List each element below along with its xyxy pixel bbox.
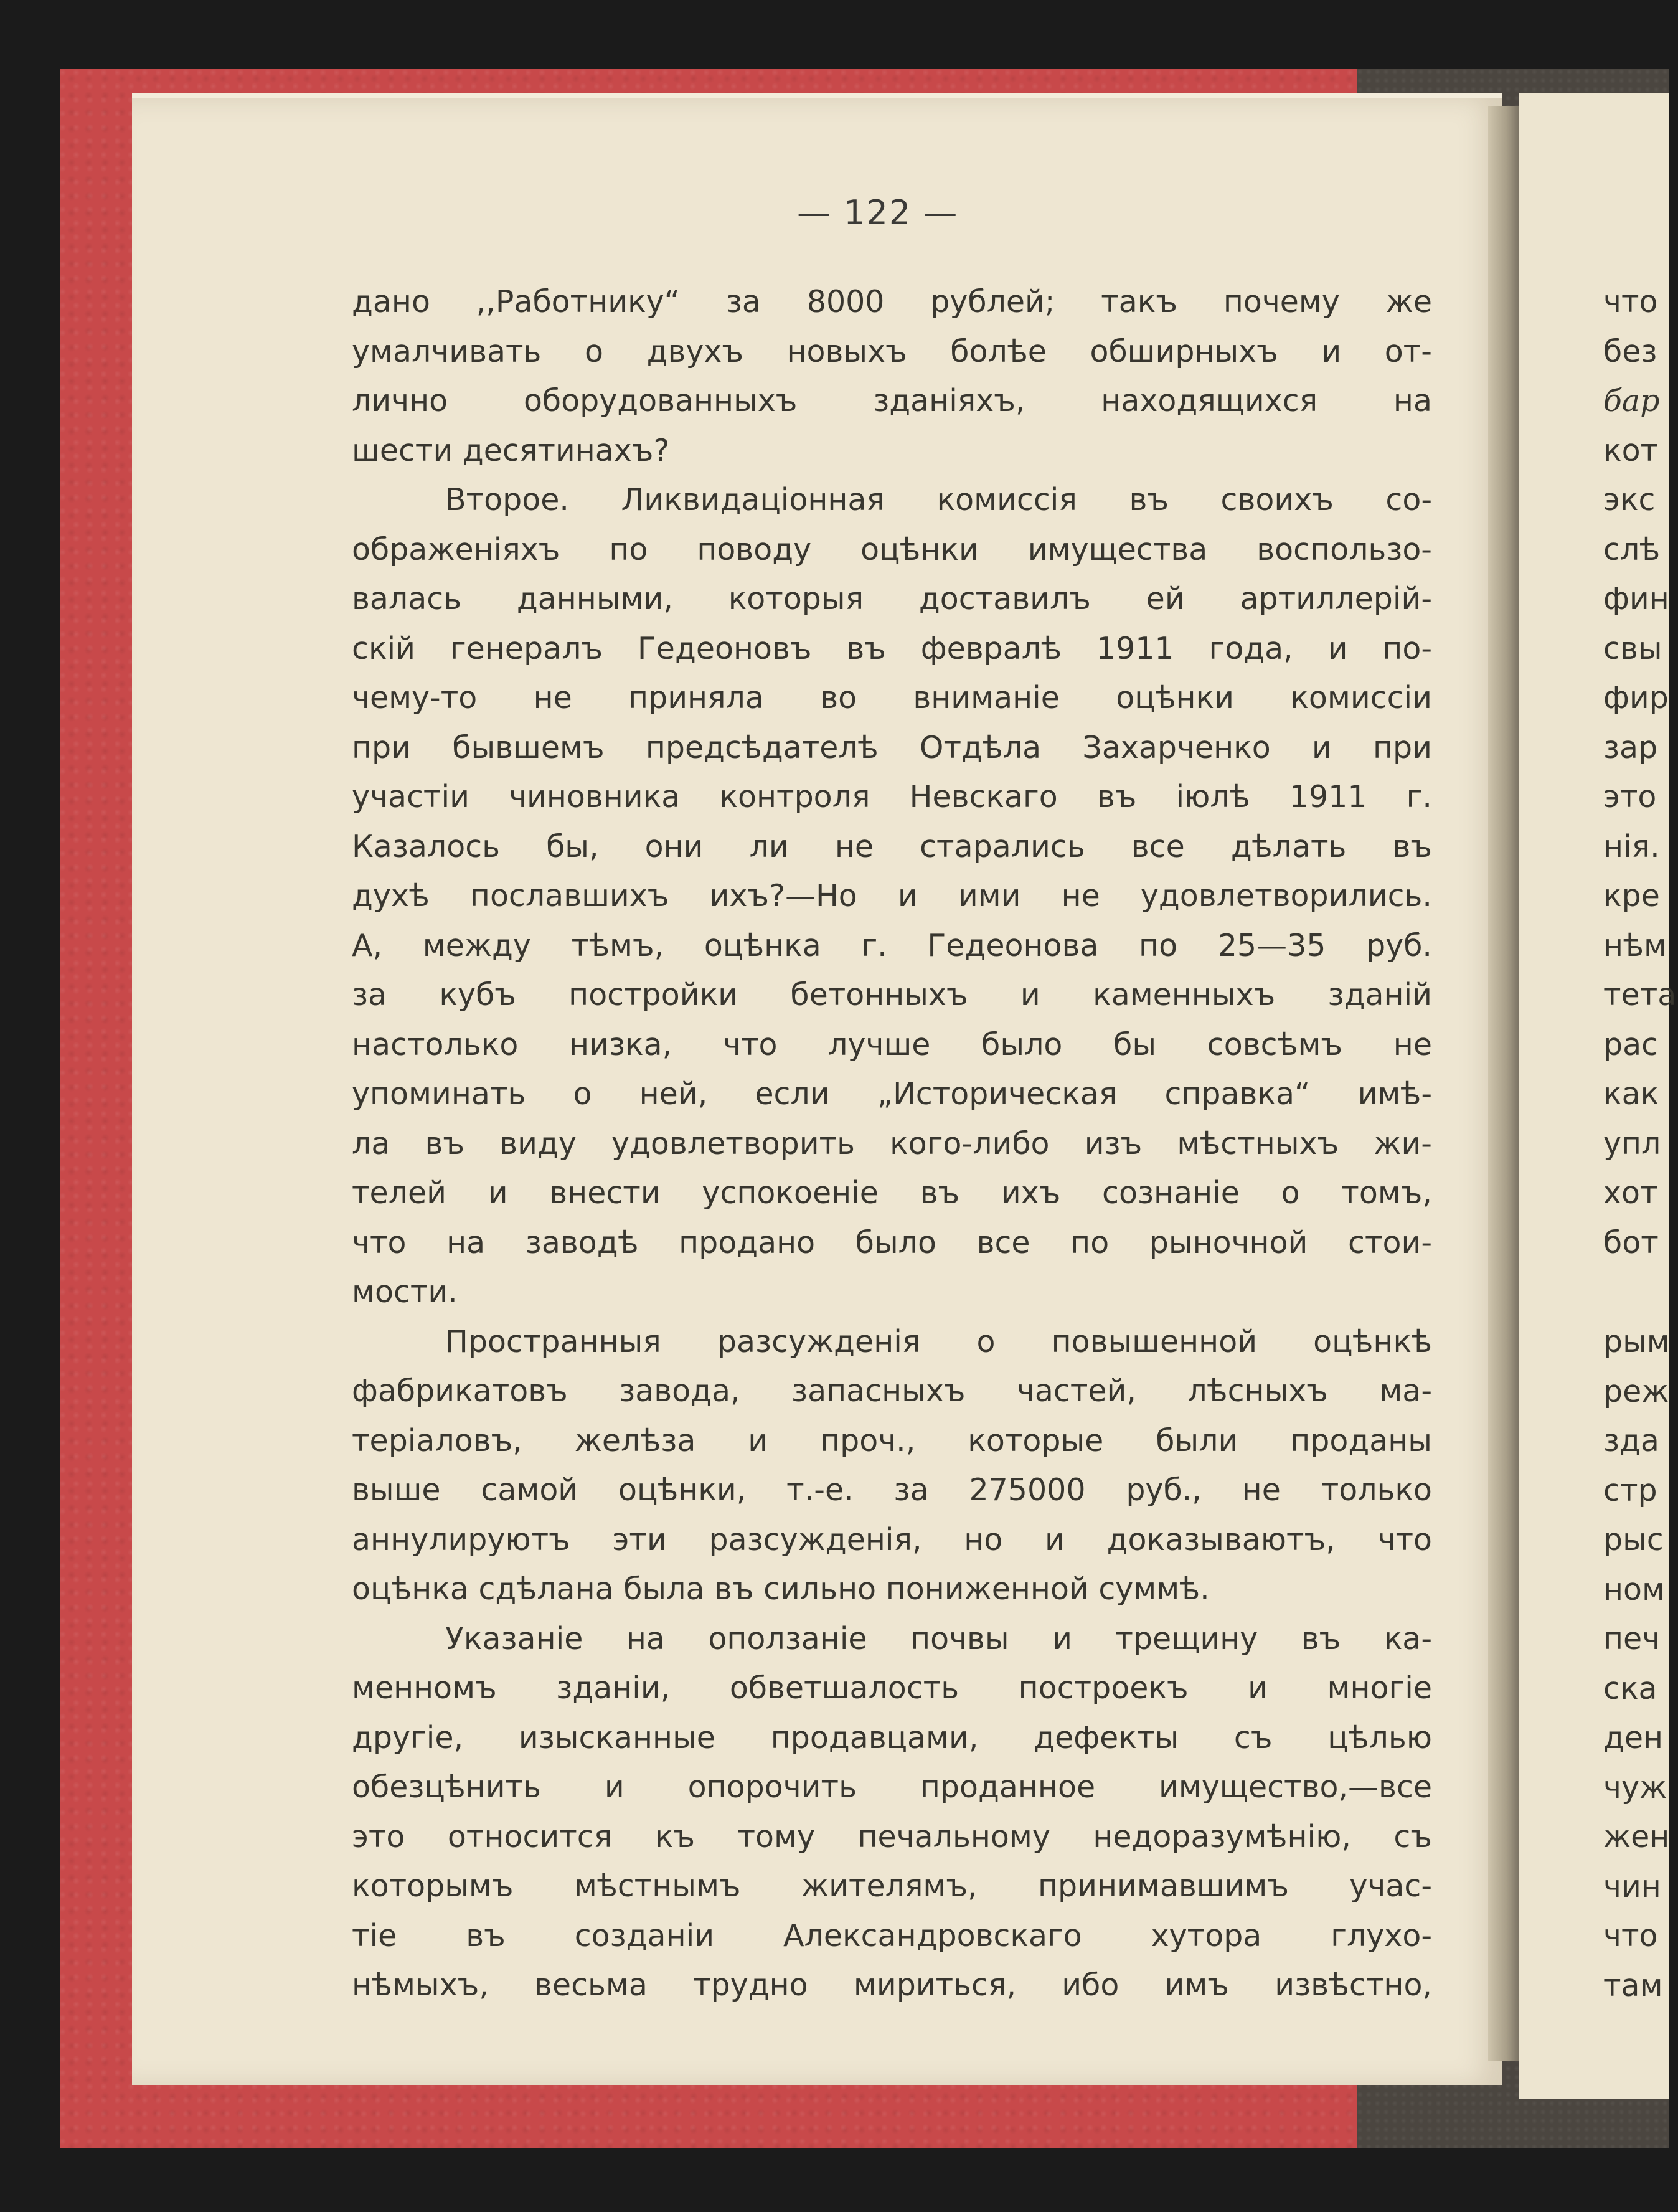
facing-page-text <box>1603 277 1678 2010</box>
text-line: при бывшемъ предсѣдателѣ Отдѣла Захарченко и при <box>352 729 1432 765</box>
text-line: телей и внести успокоеніе въ ихъ сознаніе о томъ, <box>352 1175 1432 1211</box>
text-line: другіе, изысканные продавцами, дефекты съ цѣлью <box>352 1719 1432 1756</box>
text-line: духѣ пославшихъ ихъ?—Но и ими не удовлетворились. <box>352 878 1432 914</box>
facing-line: без <box>1603 333 1657 369</box>
text-line: участіи чиновника контроля Невскаго въ іюлѣ 1911 г. <box>352 779 1432 815</box>
text-line: которымъ мѣстнымъ жителямъ, принимавшимъ учас- <box>352 1868 1432 1904</box>
text-line: Казалось бы, они ли не старались все дѣлать въ <box>352 828 1432 864</box>
facing-line: чуж <box>1603 1769 1667 1805</box>
text-line: умалчивать о двухъ новыхъ болѣе обширныхъ и от- <box>352 333 1432 369</box>
facing-line: рас <box>1603 1026 1659 1062</box>
facing-line: рым <box>1603 1324 1670 1359</box>
facing-line: ден <box>1603 1720 1664 1756</box>
text-line: лично оборудованныхъ зданіяхъ, находящихся на <box>352 383 1432 418</box>
text-line: чему-то не приняла во вниманіе оцѣнки комиссіи <box>352 680 1432 716</box>
facing-line: слѣ <box>1603 531 1661 567</box>
text-line: за кубъ постройки бетонныхъ и каменныхъ зданій <box>352 977 1432 1013</box>
facing-line: кот <box>1603 432 1659 468</box>
text-line: ображеніяхъ по поводу оцѣнки имущества воспользо- <box>352 531 1432 567</box>
text-line: что на заводѣ продано было все по рыночной стои- <box>352 1224 1432 1260</box>
facing-line: печ <box>1603 1621 1661 1657</box>
facing-line: нѣм <box>1603 927 1667 963</box>
text-line: скій генералъ Гедеоновъ въ февралѣ 1911 года, и по- <box>352 630 1432 666</box>
facing-line: там <box>1603 1967 1663 2003</box>
facing-line: как <box>1603 1076 1659 1112</box>
text-line: оцѣнка сдѣлана была въ сильно пониженной суммѣ. <box>352 1571 1210 1607</box>
facing-line: чин <box>1603 1868 1661 1904</box>
facing-line: бот <box>1603 1224 1659 1260</box>
facing-line: ном <box>1603 1571 1665 1607</box>
facing-line: ска <box>1603 1670 1657 1706</box>
text-line: ла въ виду удовлетворить кого-либо изъ мѣстныхъ жи- <box>352 1125 1432 1161</box>
page-number-header: — 122 — <box>797 193 959 232</box>
text-line: фабрикатовъ завода, запасныхъ частей, лѣсныхъ ма- <box>352 1373 1432 1409</box>
text-line: шести десятинахъ? <box>352 432 670 468</box>
facing-line: фир <box>1603 680 1669 716</box>
text-line: мости. <box>352 1274 458 1310</box>
facing-line: кре <box>1603 878 1660 914</box>
text-line: нѣмыхъ, весьма трудно мириться, ибо имъ извѣстно, <box>352 1967 1432 2003</box>
facing-line: реж <box>1603 1373 1669 1409</box>
text-line: тіе въ созданіи Александровскаго хутора глухо- <box>352 1917 1432 1954</box>
text-line: Указаніе на оползаніе почвы и трещину въ ка- <box>445 1620 1432 1657</box>
facing-line: стр <box>1603 1472 1657 1508</box>
text-line: менномъ зданіи, обветшалость построекъ и многіе <box>352 1670 1432 1706</box>
text-line: аннулируютъ эти разсужденія, но и доказываютъ, что <box>352 1521 1432 1557</box>
text-line: Второе. Ликвидаціонная комиссія въ своихъ со- <box>445 482 1432 518</box>
facing-line: тета <box>1603 977 1677 1013</box>
facing-line: это <box>1603 779 1657 815</box>
facing-line <box>1603 1267 1678 1317</box>
facing-line: свы <box>1603 630 1662 666</box>
facing-line: зар <box>1603 729 1658 765</box>
text-line: теріаловъ, желѣза и проч., которые были проданы <box>352 1422 1432 1458</box>
text-line: А, между тѣмъ, оцѣнка г. Гедеонова по 25—35 руб. <box>352 927 1432 963</box>
facing-line: бар <box>1603 383 1660 418</box>
facing-line: экс <box>1603 482 1656 518</box>
facing-line: хот <box>1603 1175 1658 1211</box>
facing-line: нія. <box>1603 828 1660 864</box>
text-line: обезцѣнить и опорочить проданное имущество,—все <box>352 1769 1432 1805</box>
facing-line: рыс <box>1603 1522 1664 1557</box>
text-line: это относится къ тому печальному недоразумѣнію, съ <box>352 1818 1432 1855</box>
text-line: выше самой оцѣнки, т.-е. за 275000 руб., не только <box>352 1472 1432 1508</box>
facing-line: что <box>1603 1918 1658 1954</box>
facing-line: зда <box>1603 1423 1659 1458</box>
facing-line: жен <box>1603 1819 1670 1855</box>
page-body-text <box>352 277 1432 2010</box>
text-line: дано ,,Работнику“ за 8000 рублей; такъ почему же <box>352 284 1432 319</box>
text-line: Пространныя разсужденія о повышенной оцѣнкѣ <box>445 1323 1432 1359</box>
text-line: настолько низка, что лучше было бы совсѣмъ не <box>352 1026 1432 1062</box>
text-line: валась данными, которыя доставилъ ей артиллерій- <box>352 581 1432 617</box>
facing-line: фин <box>1603 581 1669 617</box>
page-gutter <box>1488 106 1519 2061</box>
facing-line: упл <box>1603 1125 1661 1161</box>
facing-line: что <box>1603 284 1658 319</box>
text-line: упоминать о ней, если „Историческая справка“ имѣ- <box>352 1076 1432 1112</box>
